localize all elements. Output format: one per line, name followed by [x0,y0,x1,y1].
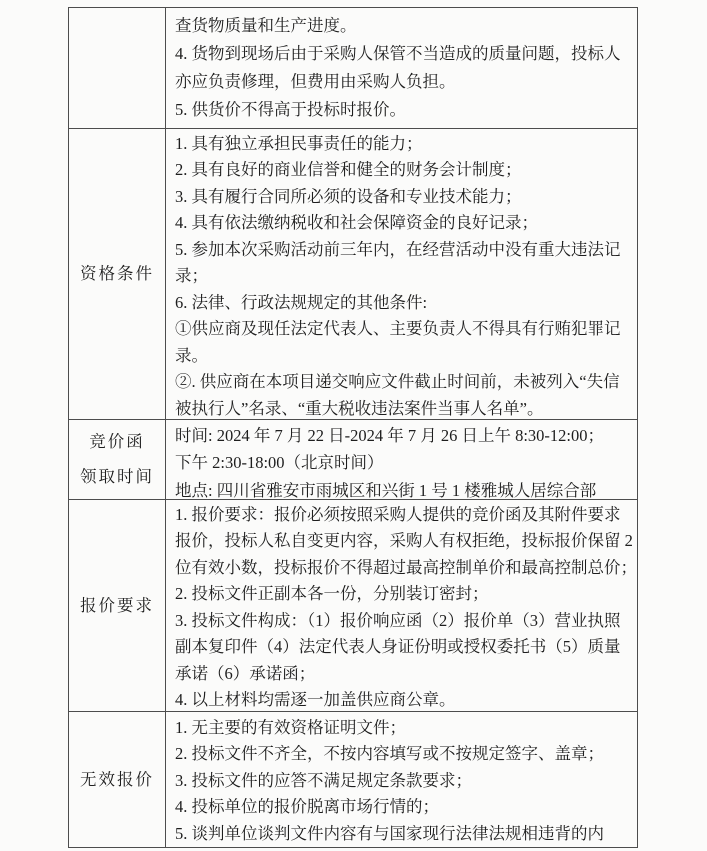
text-line: 3. 投标文件的应答不满足规定条款要求； [175,770,472,790]
row-label-text: 资格条件 [80,264,154,283]
text-line: 2. 投标文件正副本各一份，分别装订密封； [175,584,489,603]
table-row-bid-collection [69,420,637,500]
text-line: 5. 谈判单位谈判文件内容有与国家现行法律法规相违背的内 [175,823,604,843]
text-line: 地点: 四川省雅安市雨城区和兴街 1 号 1 楼雅城人居综合部 [175,480,597,499]
text-line: 下午 2:30-18:00（北京时间） [175,453,384,472]
row-content-invalid-quotation [166,712,637,848]
text-line: 1. 报价要求：报价必须按照采购人提供的竞价函及其附件要求 [175,504,621,524]
row-content-continuation [166,8,637,128]
text-line: 1. 无主要的有效资格证明文件； [175,717,406,737]
text-line: 被执行人”名录、“重大税收违法案件当事人名单”。 [175,398,544,418]
text-line: 位有效小数，投标报价不得超过最高控制单价和最高控制总价； [175,557,637,577]
text-line: 录。 [175,345,208,365]
text-line: 副本复印件（4）法定代表人身证份明或授权委托书（5）质量 [175,637,621,656]
text-line: 2. 具有良好的商业信誉和健全的财务会计制度； [175,160,522,179]
text-line: 报价，投标人私自变更内容，采购人有权拒绝，投标报价保留 2 [175,531,633,550]
row-label-bid-collection [69,420,166,499]
table-row-qualification [69,129,637,420]
text-line: 4. 投标单位的报价脱离市场行情的； [175,797,439,816]
row-label-continuation [69,8,166,128]
text-line: 承诺（6）承诺函； [175,663,316,683]
row-content-quotation [166,500,637,711]
text-line: ②. 供应商在本项目递交响应文件截止时间前，未被列入“失信 [175,372,620,391]
procurement-terms-table [68,7,638,848]
row-label-text: 竞价函 [89,432,145,451]
table-row-continuation [69,8,637,129]
text-line: 3. 具有履行合同所必须的设备和专业技术能力； [175,186,522,206]
row-content-qualification [166,129,637,419]
row-label-quotation [69,500,166,711]
row-content-bid-collection [166,420,637,499]
text-line: 5. 参加本次采购活动前三年内，在经营活动中没有重大违法记 [175,239,621,259]
row-label-text: 报价要求 [80,595,154,615]
text-line: 4. 以上材料均需逐一加盖供应商公章。 [175,690,456,709]
text-line: 亦应负责修理，但费用由采购人负担。 [175,72,456,91]
text-line: 4. 货物到现场后由于采购人保管不当造成的质量问题，投标人 [175,44,621,63]
text-line: 4. 具有依法缴纳税收和社会保障资金的良好记录； [175,213,538,232]
text-line: 2. 投标文件不齐全，不按内容填写或不按规定签字、盖章； [175,744,604,763]
text-line: 时间: 2024 年 7 月 22 日-2024 年 7 月 26 日上午 8:30-12:00； [175,425,604,445]
text-line: 6. 法律、行政法规规定的其他条件: [175,292,428,312]
text-line: 5. 供货价不得高于投标时报价。 [175,100,406,119]
text-line: 查货物质量和生产进度。 [175,16,357,35]
row-label-invalid-quotation [69,712,166,848]
text-line: ①供应商及现任法定代表人、主要负责人不得具有行贿犯罪记 [175,319,621,338]
text-line: 录； [175,266,208,285]
row-label-qualification [69,129,166,419]
row-label-text: 领取时间 [80,467,154,486]
row-label-text: 无效报价 [80,769,154,789]
table-row-quotation [69,500,637,712]
text-line: 3. 投标文件构成：（1）报价响应函（2）报价单（3）营业执照 [175,610,621,630]
text-line: 1. 具有独立承担民事责任的能力； [175,133,423,153]
table-row-invalid-quotation [69,712,637,848]
